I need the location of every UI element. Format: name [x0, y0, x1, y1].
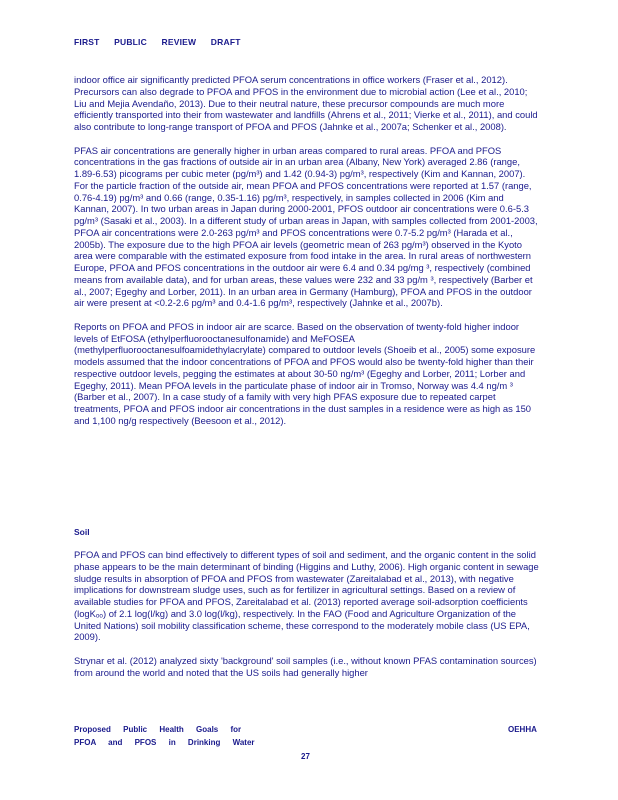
- body-text-soil: [74, 549, 540, 690]
- paragraph-2: PFAS air concentrations are generally higher in urban areas compared to rural areas. PFOA and PFOS concentrations in the gas fractions of outside air in an urban area (Albany, New York) averaged 2.86 (range, 1.89-6.53) picograms per cubic meter (pg/m³) and 1.42 (0.94-3) pg/m³, respectively (Kim and Kannan, 2007). For the particle fraction of the outside air, mean PFOA and PFOS concentrations were reported at 1.57 (range, 0.76-4.19) pg/m³ and 0.66 (range, 0.35-1.16) pg/m³, respectively, in samples collected in 2006 (Kim and Kannan, 2007). In two urban areas in Japan during 2000-2001, PFOS outdoor air concentrations were 0.6-5.3 pg/m³ (Sasaki et al., 2003). In a different study of urban areas in Japan, with samples collected from 2001-2003, PFOA air concentrations were 2.0-263 pg/m³ and PFOS concentrations were 0.7-5.2 pg/m³ (Harada et al., 2005b). The exposure due to the high PFOA air levels (geometric mean of 263 pg/m³) observed in the Kyoto area were comparable with the estimated exposure from food intake in the area. In rural areas of northwestern Europe, PFOA and PFOS concentrations in the outdoor air were 6.4 and 0.34 pg/mg ³, respectively (combined means from available data), and for urban areas, these values were 232 and 33 pg/m ³, respectively (Barber et al., 2007; Egeghy and Lorber, 2011). In an urban area in Germany (Hamburg), PFOA and PFOS in the outdoor air were present at <0.2-2.6 pg/m³ and 0.4-1.6 pg/m³, respectively (Jahnke et al., 2007b).: [74, 144, 538, 309]
- section-heading-soil: Soil: [74, 527, 90, 537]
- draft-header: FIRST PUBLIC REVIEW DRAFT: [74, 37, 241, 47]
- body-text-top: [74, 74, 540, 438]
- footer-agency: OEHHA: [508, 725, 537, 734]
- paragraph-3: Reports on PFOA and PFOS in indoor air are scarce. Based on the observation of twenty-fold higher indoor levels of EtFOSA (ethylperfluorooctanesulfonamide) and MeFOSEA (methylperfluorooctanesulfoamidethylacrylate) compared to outdoor levels (Shoeib et al., 2005) some exposure models assumed that the indoor concentrations of PFOA and PFOS would also be twenty-fold higher than their respective outdoor levels, pegging the estimates at about 30-50 ng/m³ (Egeghy and Lorber, 2011; Lorber and Egeghy, 2011). Mean PFOA levels in the particulate phase of indoor air in Tromso, Norway was 4.4 ng/m ³ (Barber et al., 2007). In a case study of a family with very high PFAS exposure due to repeated carpet treatments, PFOA and PFOS indoor air concentrations in the dust samples in a residence were as high as 150 and 1,100 ng/g respectively (Beesoon et al., 2012).: [74, 320, 536, 426]
- footer-title-line-1: Proposed Public Health Goals for: [74, 725, 242, 734]
- paragraph-4: PFOA and PFOS can bind effectively to different types of soil and sediment, and the organic content in the solid phase appears to be the main determinant of binding (Higgins and Luthy, 2006). High organic content in sewage sludge results in absorption of PFOA and PFOS from wastewater (Zareitalabad et al., 2013), with negative implications for downstream sludge uses, such as for fertilizer in agricultural settings. Based on a review of available studies for PFOA and PFOS, Zareitalabad et al. (2013) reported average soil-adsorption coefficients (logKₒₒ) of 2.1 log(l/kg) and 3.0 log(l/kg), respectively. In the FAO (Food and Agriculture Organization of the United Nations) soil mobility classification scheme, these correspond to the moderately mobile class (US EPA, 2009).: [74, 549, 539, 643]
- paragraph-5: Strynar et al. (2012) analyzed sixty 'background' soil samples (i.e., without known PFAS contamination sources) from around the world and noted that the US soils had generally higher: [74, 654, 537, 678]
- page-number: 27: [301, 752, 310, 761]
- paragraph-1: indoor office air significantly predicted PFOA serum concentrations in office workers (Fraser et al., 2012). Precursors can also degrade to PFOA and PFOS in the environment due to microbial action (Lee et al., 2010; Liu and Mejia Avendaño, 2013). Due to their neutral nature, these precursor compounds are much more efficiently transported into their from wastewater and landfills (Ahrens et al., 2011; Vierke et al., 2011), and could also contribute to long-range transport of PFOA and PFOS (Jahnke et al., 2007a; Schenker et al., 2008).: [74, 74, 538, 132]
- footer-title-line-2: PFOA and PFOS in Drinking Water: [74, 738, 255, 747]
